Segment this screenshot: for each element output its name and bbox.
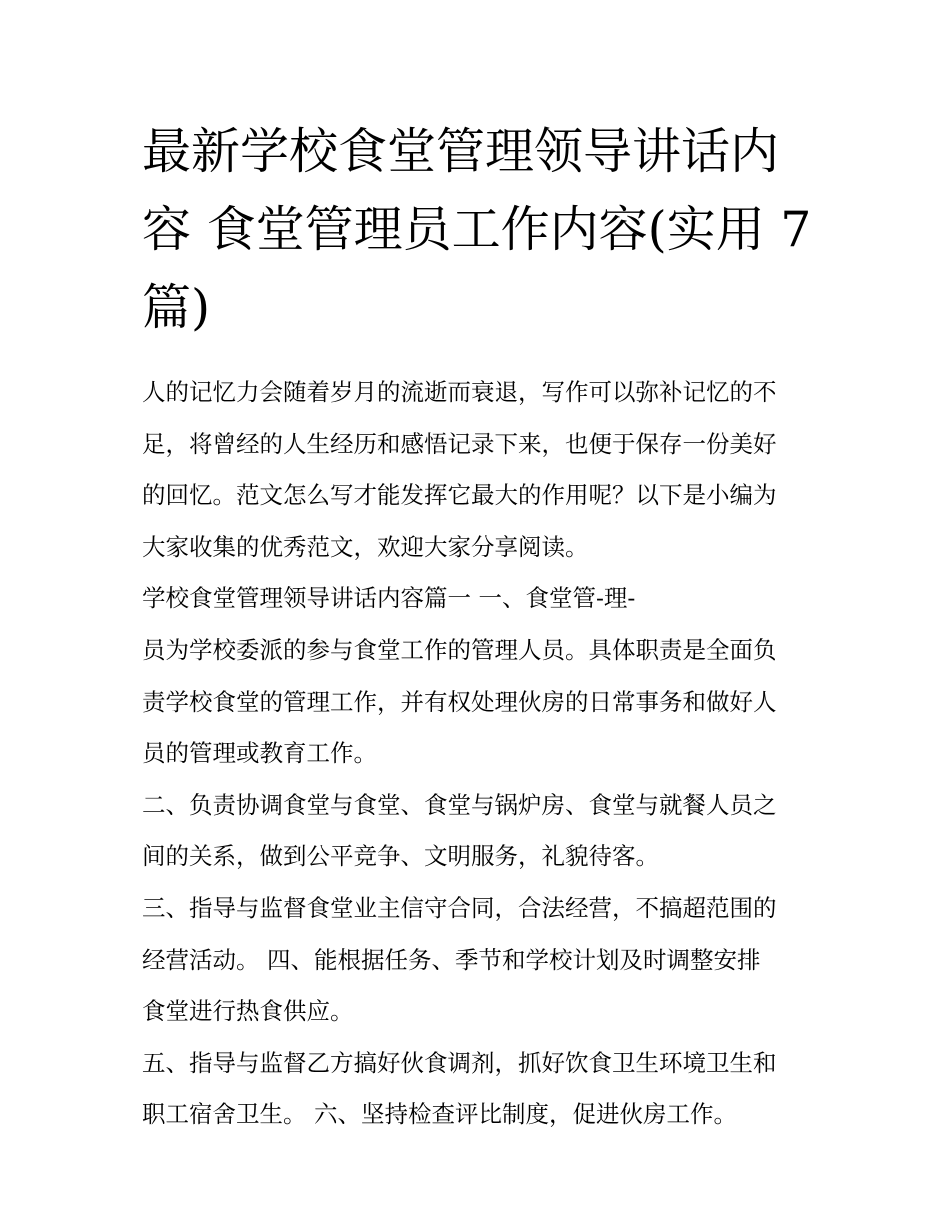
title-line: 最新学校食堂管理领导讲话内 [142, 123, 780, 180]
body-line: 大家收集的优秀范文，欢迎大家分享阅读。 [142, 532, 589, 561]
document-title [142, 113, 814, 347]
body-line: 经营活动。 四、能根据任务、季节和学校计划及时调整安排 [142, 945, 761, 974]
body-line: 人的记忆力会随着岁月的流逝而衰退，写作可以弥补记忆的不 [142, 378, 777, 406]
body-line: 员为学校委派的参与食堂工作的管理人员。具体职责是全面负 [142, 635, 777, 664]
body-line: 职工宿舍卫生。 六、坚持检查评比制度，促进伙房工作。 [142, 1100, 737, 1129]
title-line: 容 食堂管理员工作内容(实用 7 [142, 201, 812, 258]
document-body [142, 367, 814, 1141]
body-line: 足，将曾经的人生经历和感悟记录下来，也便于保存一份美好 [142, 429, 777, 458]
body-line: 学校食堂管理领导讲话内容篇一 一、食堂管-理- [142, 584, 636, 613]
body-line: 的回忆。范文怎么写才能发挥它最大的作用呢？以下是小编为 [142, 481, 777, 510]
document-page [142, 113, 814, 1141]
title-line: 篇) [142, 279, 211, 336]
body-line: 食堂进行热食供应。 [142, 997, 354, 1026]
body-line: 二、负责协调食堂与食堂、食堂与锅炉房、食堂与就餐人员之 [142, 790, 777, 819]
body-line: 五、指导与监督乙方搞好伙食调剂，抓好饮食卫生环境卫生和 [142, 1048, 777, 1077]
body-line: 责学校食堂的管理工作，并有权处理伙房的日常事务和做好人 [142, 687, 777, 716]
body-line: 间的关系，做到公平竞争、文明服务，礼貌待客。 [142, 842, 659, 871]
body-line: 三、指导与监督食堂业主信守合同，合法经营，不搞超范围的 [142, 893, 777, 922]
body-line: 员的管理或教育工作。 [142, 739, 377, 768]
